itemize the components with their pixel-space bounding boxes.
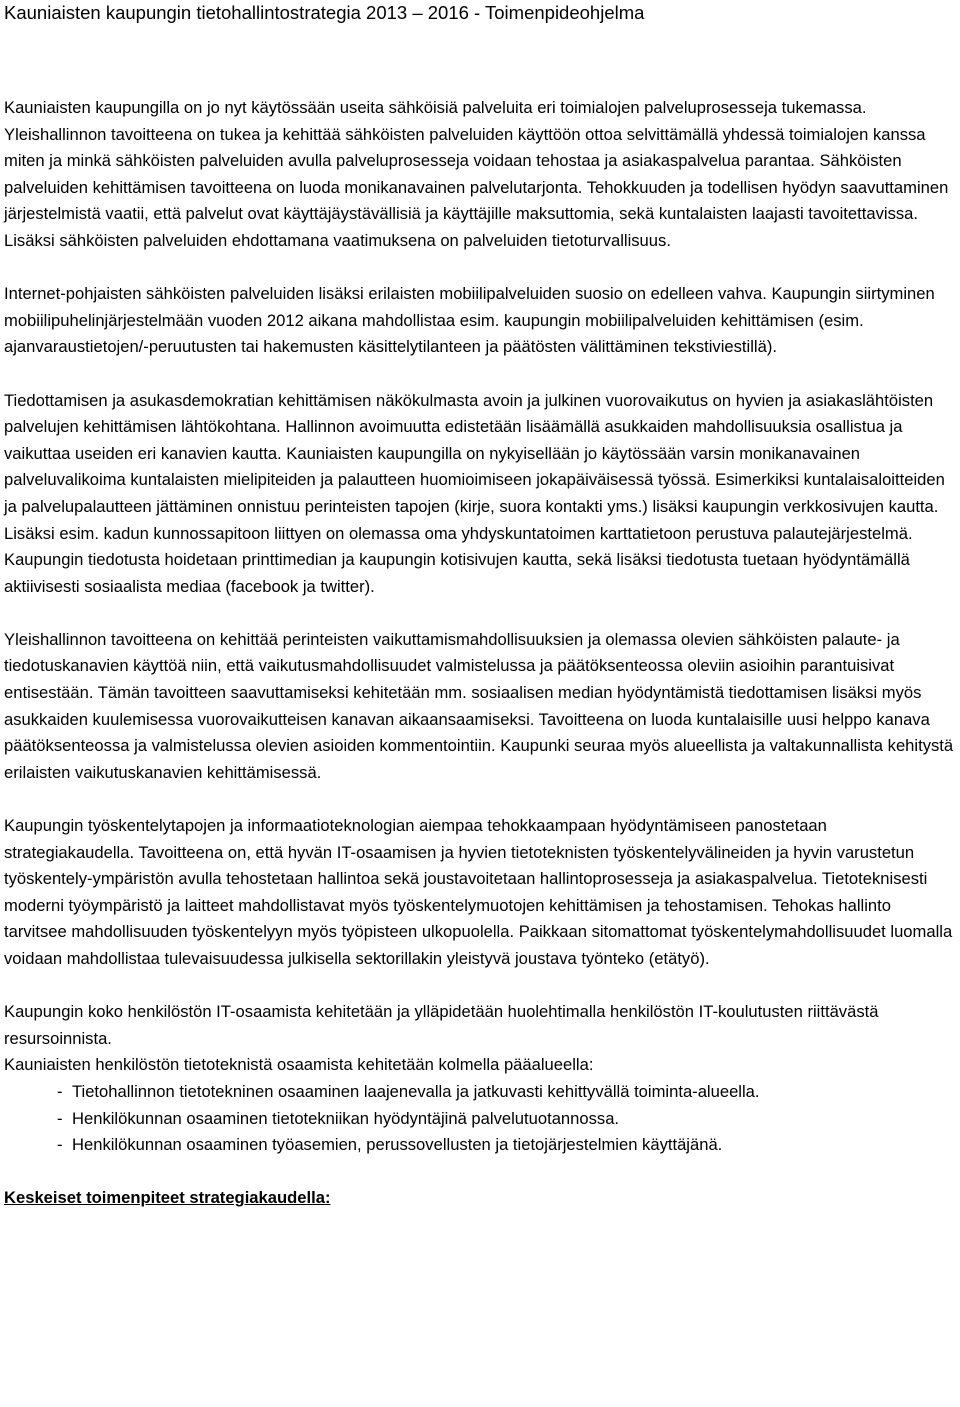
section-heading-colon: : bbox=[324, 1188, 331, 1208]
paragraph-mobile-services: Internet-pohjaisten sähköisten palveluiden lisäksi erilaisten mobiilipalveluiden suosio on edelleen vahva. Kaupungin siirtyminen mobiilipuhelinjärjestelmään vuoden 2012 aikana mahdollistaa esim. kaupungin mobiilipalveluiden kehittämisen (esim. ajanvaraustietojen/-peruutusten tai hakemusten käsittelytilanteen ja päätösten välittäminen tekstiviestillä). bbox=[4, 284, 935, 357]
list-item: - Henkilökunnan osaaminen tietotekniikan hyödyntäjinä palvelutuotannossa. bbox=[57, 1106, 956, 1133]
document-header: Kauniaisten kaupungin tietohallintostrategia 2013 – 2016 - Toimenpideohjelma bbox=[4, 2, 645, 23]
paragraph-work-methods: Kaupungin työskentelytapojen ja informaatioteknologian aiempaa tehokkaampaan hyödyntämiseen panostetaan strategiakaudella. Tavoitteena on, että hyvän IT-osaamisen ja hyvien tietoteknisten työskentelyvälineiden ja hyvin varustetun työskentely-ympäristön avulla tehostetaan hallintoa sekä joustavoitetaan hallintoprosesseja ja asiakaspalvelua. Tietoteknisesti moderni työympäristö ja laitteet mahdollistavat myös työskentelymuotojen kehittämisen ja tehostamisen. Tehokas hallinto tarvitsee mahdollisuuden työskentelyyn myös työpisteen ulkopuolella. Paikkaan sitomattomat työskentelymahdollisuudet luomalla voidaan mahdollistaa tulevaisuudessa julkisella sektorillakin yleistyvä joustava työnteko (etätyö). bbox=[4, 816, 953, 968]
section-heading-text: Keskeiset toimenpiteet strategiakaudella bbox=[4, 1188, 325, 1208]
paragraph-staff-it-skills: Kaupungin koko henkilöstön IT-osaamista kehitetään ja ylläpidetään huolehtimalla henkilöstön IT-koulutusten riittävästä resursoinnista. bbox=[4, 1002, 879, 1048]
document-body bbox=[4, 95, 956, 1212]
section-heading bbox=[4, 1185, 956, 1212]
paragraph-communication: Tiedottamisen ja asukasdemokratian kehittämisen näkökulmasta avoin ja julkinen vuorovaikutus on hyvien ja asiakaslähtöisten palvelujen kehittämisen lähtökohtana. Hallinnon avoimuutta edistetään lisäämällä asukkaiden mahdollisuuksia osallistua ja vaikuttaa useiden eri kanavien kautta. Kauniaisten kaupungilla on nykyisellään jo käytössään varsin monikanavainen palveluvalikoima kuntalaisten mielipiteiden ja palautteen huomioimiseen jokapäiväisessä työssä. Esimerkiksi kuntalaisaloitteiden ja palvelupalautteen jättäminen onnistuu perinteisten tapojen (kirje, suora kontakti yms.) lisäksi kaupungin verkkosivujen kautta. Lisäksi esim. kadun kunnossapitoon liittyen on olemassa oma yhdyskuntatoimen karttatietoon perustuva palautejärjestelmä. Kaupungin tiedotusta hoidetaan printtimedian ja kaupungin kotisivujen kautta, sekä lisäksi tiedotusta tuetaan hyödyntämällä aktiivisesti sosiaalista mediaa (facebook ja twitter). bbox=[4, 390, 945, 596]
list-intro: Kauniaisten henkilöstön tietoteknistä osaamista kehitetään kolmella pääalueella: bbox=[4, 1055, 594, 1075]
paragraph-participation: Yleishallinnon tavoitteena on kehittää perinteisten vaikuttamismahdollisuuksien ja olemassa olevien sähköisten palaute- ja tiedotuskanavien käyttöä niin, että vaikutusmahdollisuudet valmistelussa ja päätöksenteossa oleviin asioihin parantuisivat entisestään. Tämän tavoitteen saavuttamiseksi kehitetään mm. sosiaalisen median hyödyntämistä tiedottamisen lisäksi myös asukkaiden kuulemisessa vuorovaikutteisen kanavan aikaansaamiseksi. Tavoitteena on luoda kuntalaisille uusi helppo kanava päätöksenteossa ja valmistelussa olevien asioiden kommentointiin. Kaupunki seuraa myös alueellista ja valtakunnallista kehitystä erilaisten vaikutuskanavien kehittämisessä. bbox=[4, 629, 954, 782]
skill-areas-list bbox=[4, 1079, 956, 1159]
paragraph-electronic-services: Kauniaisten kaupungilla on jo nyt käytössään useita sähköisiä palveluita eri toimialojen palveluprosesseja tukemassa. Yleishallinnon tavoitteena on tukea ja kehittää sähköisten palveluiden käyttöön ottoa selvittämällä yhdessä toimialojen kanssa miten ja minkä sähköisten palveluiden avulla palveluprosesseja voidaan tehostaa ja asiakaspalvelua parantaa. Sähköisten palveluiden kehittämisen tavoitteena on luoda monikanavainen palvelutarjonta. Tehokkuuden ja todellisen hyödyn saavuttaminen järjestelmistä vaatii, että palvelut ovat käyttäjäystävällisiä ja käyttäjille maksuttomia, sekä kuntalaisten laajasti tavoitettavissa. Lisäksi sähköisten palveluiden ehdottamana vaatimuksena on palveluiden tietoturvallisuus. bbox=[4, 98, 949, 250]
list-item: - Henkilökunnan osaaminen työasemien, perussovellusten ja tietojärjestelmien käyttäjänä. bbox=[57, 1132, 956, 1159]
list-item: - Tietohallinnon tietotekninen osaaminen laajenevalla ja jatkuvasti kehittyvällä toiminta-alueella. bbox=[57, 1079, 956, 1106]
